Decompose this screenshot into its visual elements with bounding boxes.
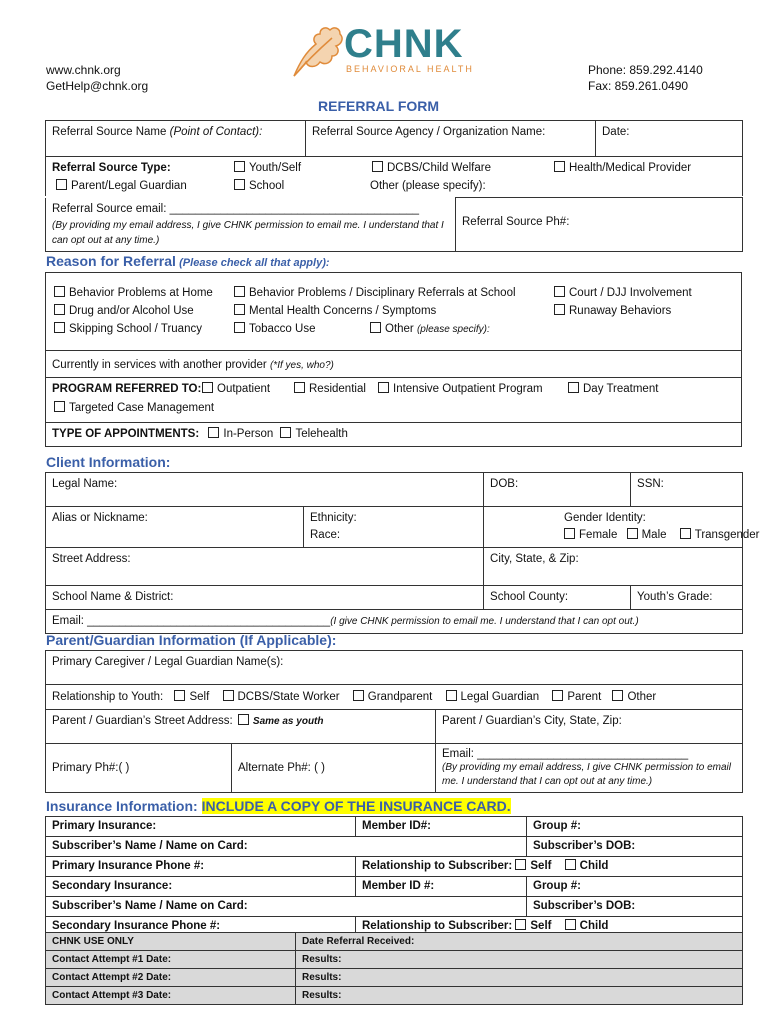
contact-attempt-2-field[interactable]: Contact Attempt #2 Date: [46,969,296,987]
checkbox-subscriber2-child[interactable]: Child [565,920,609,932]
fax-text: Fax: 859.261.0490 [588,79,689,93]
checkbox-residential[interactable]: Residential [294,381,366,398]
secondary-phone-field[interactable]: Secondary Insurance Phone #: [46,917,356,937]
referral-contact-table [45,197,743,252]
referral-source-table [45,120,743,196]
ethnicity-race-field[interactable]: Ethnicity: Race: [304,507,484,548]
referral-other-field[interactable]: Other (please specify): [370,180,486,192]
referral-date-field[interactable]: Date: [596,121,743,157]
program-label: PROGRAM REFERRED TO: [52,383,202,395]
member-id2-field[interactable]: Member ID #: [356,877,527,897]
date-received-field[interactable]: Date Referral Received: [296,933,743,951]
results-2-field[interactable]: Results: [296,969,743,987]
checkbox-behavior-school[interactable]: Behavior Problems / Disciplinary Referrals at School [234,285,516,302]
checkbox-transgender[interactable]: Transgender [680,529,760,541]
checkbox-subscriber-self[interactable]: Self [515,860,551,872]
ssn-field[interactable]: SSN: [631,473,743,507]
checkbox-behavior-home[interactable]: Behavior Problems at Home [54,285,213,302]
contact-attempt-3-field[interactable]: Contact Attempt #3 Date: [46,987,296,1005]
primary-phone-ins-field[interactable]: Primary Insurance Phone #: [46,857,356,877]
client-heading: Client Information: [46,454,171,470]
member-id-field[interactable]: Member ID#: [356,817,527,837]
city-state-zip-field[interactable]: City, State, & Zip: [484,548,743,586]
oak-leaf-icon [286,22,346,80]
gender-label: Gender Identity: [564,512,646,524]
guardian-email-note: (By providing my email address, I give CHNK permission to email me. I understand that I can opt out at any time.) [442,762,731,787]
results-3-field[interactable]: Results: [296,987,743,1005]
relationship-subscriber-label: Relationship to Subscriber: [362,860,513,872]
chnk-use-table [45,932,743,1005]
insurance-highlight: INCLUDE A COPY OF THE INSURANCE CARD. [201,798,511,814]
checkbox-rel-dcbs[interactable]: DCBS/State Worker [223,691,340,703]
checkbox-dcbs-child-welfare[interactable]: DCBS/Child Welfare [372,160,491,177]
primary-phone-field[interactable]: Primary Ph#:( ) [46,744,232,793]
referral-source-name-field[interactable]: Referral Source Name (Point of Contact): [46,121,306,157]
referral-agency-field[interactable]: Referral Source Agency / Organization Name: [306,121,596,157]
checkbox-case-management[interactable]: Targeted Case Management [54,400,214,417]
secondary-insurance-field[interactable]: Secondary Insurance: [46,877,356,897]
guardian-street-field[interactable]: Parent / Guardian’s Street Address: Same as youth [46,710,436,744]
client-table [45,472,760,634]
guardian-table [45,650,743,793]
checkbox-rel-self[interactable]: Self [174,691,209,703]
header-contact-right [588,62,703,94]
phone-text: Phone: 859.292.4140 [588,63,703,77]
logo-subtitle: BEHAVIORAL HEALTH [346,64,474,74]
referral-email-field[interactable]: Referral Source email: _______________________________________ [52,202,420,215]
form-title: REFERRAL FORM [318,98,440,114]
primary-insurance-field[interactable]: Primary Insurance: [46,817,356,837]
checkbox-court-djj[interactable]: Court / DJJ Involvement [554,285,692,302]
group-field[interactable]: Group #: [527,817,743,837]
referral-email-note: (By providing my email address, I give CHNK permission to email me. I understand that I can opt out at any time.) [52,219,444,246]
insurance-heading: Insurance Information: INCLUDE A COPY OF THE INSURANCE CARD. [46,798,511,814]
checkbox-intensive-outpatient[interactable]: Intensive Outpatient Program [378,381,543,398]
checkbox-telehealth[interactable]: Telehealth [280,428,347,440]
dob-field[interactable]: DOB: [484,473,631,507]
reason-table [45,272,742,447]
caregiver-name-field[interactable]: Primary Caregiver / Legal Guardian Name(s): [46,651,743,685]
checkbox-drug-alcohol[interactable]: Drug and/or Alcohol Use [54,303,194,320]
street-address-field[interactable]: Street Address: [46,548,484,586]
logo-name: CHNK [344,22,464,66]
checkbox-rel-grandparent[interactable]: Grandparent [353,691,433,703]
insurance-table [45,816,743,937]
referral-phone-field[interactable]: Referral Source Ph#: [456,198,743,252]
grade-field[interactable]: Youth’s Grade: [631,586,743,610]
client-email-field[interactable]: Email: ______________________________________(I give CHNK permission to email me. I understand that I can opt out.) [46,610,743,634]
checkbox-runaway[interactable]: Runaway Behaviors [554,303,671,320]
school-county-field[interactable]: School County: [484,586,631,610]
checkbox-health-medical[interactable]: Health/Medical Provider [554,160,691,177]
website-link[interactable]: www.chnk.org [46,63,121,77]
checkbox-mental-health[interactable]: Mental Health Concerns / Symptoms [234,303,436,320]
subscriber2-name-field[interactable]: Subscriber’s Name / Name on Card: [46,897,527,917]
checkbox-truancy[interactable]: Skipping School / Truancy [54,321,202,338]
relationship-subscriber2-label: Relationship to Subscriber: [362,920,513,932]
checkbox-youth-self[interactable]: Youth/Self [234,160,301,177]
checkbox-male[interactable]: Male [627,529,667,541]
checkbox-tobacco[interactable]: Tobacco Use [234,321,315,338]
school-field[interactable]: School Name & District: [46,586,484,610]
referral-type-label: Referral Source Type: [52,162,171,174]
legal-name-field[interactable]: Legal Name: [46,473,484,507]
checkbox-day-treatment[interactable]: Day Treatment [568,381,658,398]
checkbox-rel-other[interactable]: Other [612,691,656,703]
guardian-email-field[interactable]: Email: _________________________________ [442,748,689,760]
subscriber-name-field[interactable]: Subscriber’s Name / Name on Card: [46,837,527,857]
email-link[interactable]: GetHelp@chnk.org [46,79,149,93]
appointments-label: TYPE OF APPOINTMENTS: [52,428,200,440]
checkbox-same-as-youth[interactable] [238,714,249,725]
reason-heading: Reason for Referral (Please check all that apply): [46,253,330,269]
checkbox-subscriber2-self[interactable]: Self [515,920,551,932]
current-services-field[interactable]: Currently in services with another provider (*If yes, who?) [46,351,742,378]
checkbox-other-reason[interactable]: Other (please specify): [370,321,490,338]
chnk-use-label: CHNK USE ONLY [46,933,296,951]
guardian-city-field[interactable]: Parent / Guardian’s City, State, Zip: [436,710,743,744]
results-1-field[interactable]: Results: [296,951,743,969]
checkbox-subscriber-child[interactable]: Child [565,860,609,872]
relationship-label: Relationship to Youth: [52,691,164,703]
contact-attempt-1-field[interactable]: Contact Attempt #1 Date: [46,951,296,969]
checkbox-in-person[interactable]: In-Person [208,428,273,440]
checkbox-rel-legal-guardian[interactable]: Legal Guardian [446,691,540,703]
checkbox-school[interactable]: School [234,178,284,195]
checkbox-rel-parent[interactable]: Parent [552,691,601,703]
subscriber-dob-field[interactable]: Subscriber’s DOB: [527,837,743,857]
alternate-phone-field[interactable]: Alternate Ph#: ( ) [232,744,436,793]
checkbox-female[interactable]: Female [564,529,617,541]
checkbox-parent-guardian[interactable]: Parent/Legal Guardian [56,178,187,195]
group2-field[interactable]: Group #: [527,877,743,897]
header-contact-left [46,62,148,94]
guardian-heading: Parent/Guardian Information (If Applicable): [46,632,337,648]
checkbox-outpatient[interactable]: Outpatient [202,381,270,398]
subscriber2-dob-field[interactable]: Subscriber’s DOB: [527,897,743,917]
alias-field[interactable]: Alias or Nickname: [46,507,304,548]
